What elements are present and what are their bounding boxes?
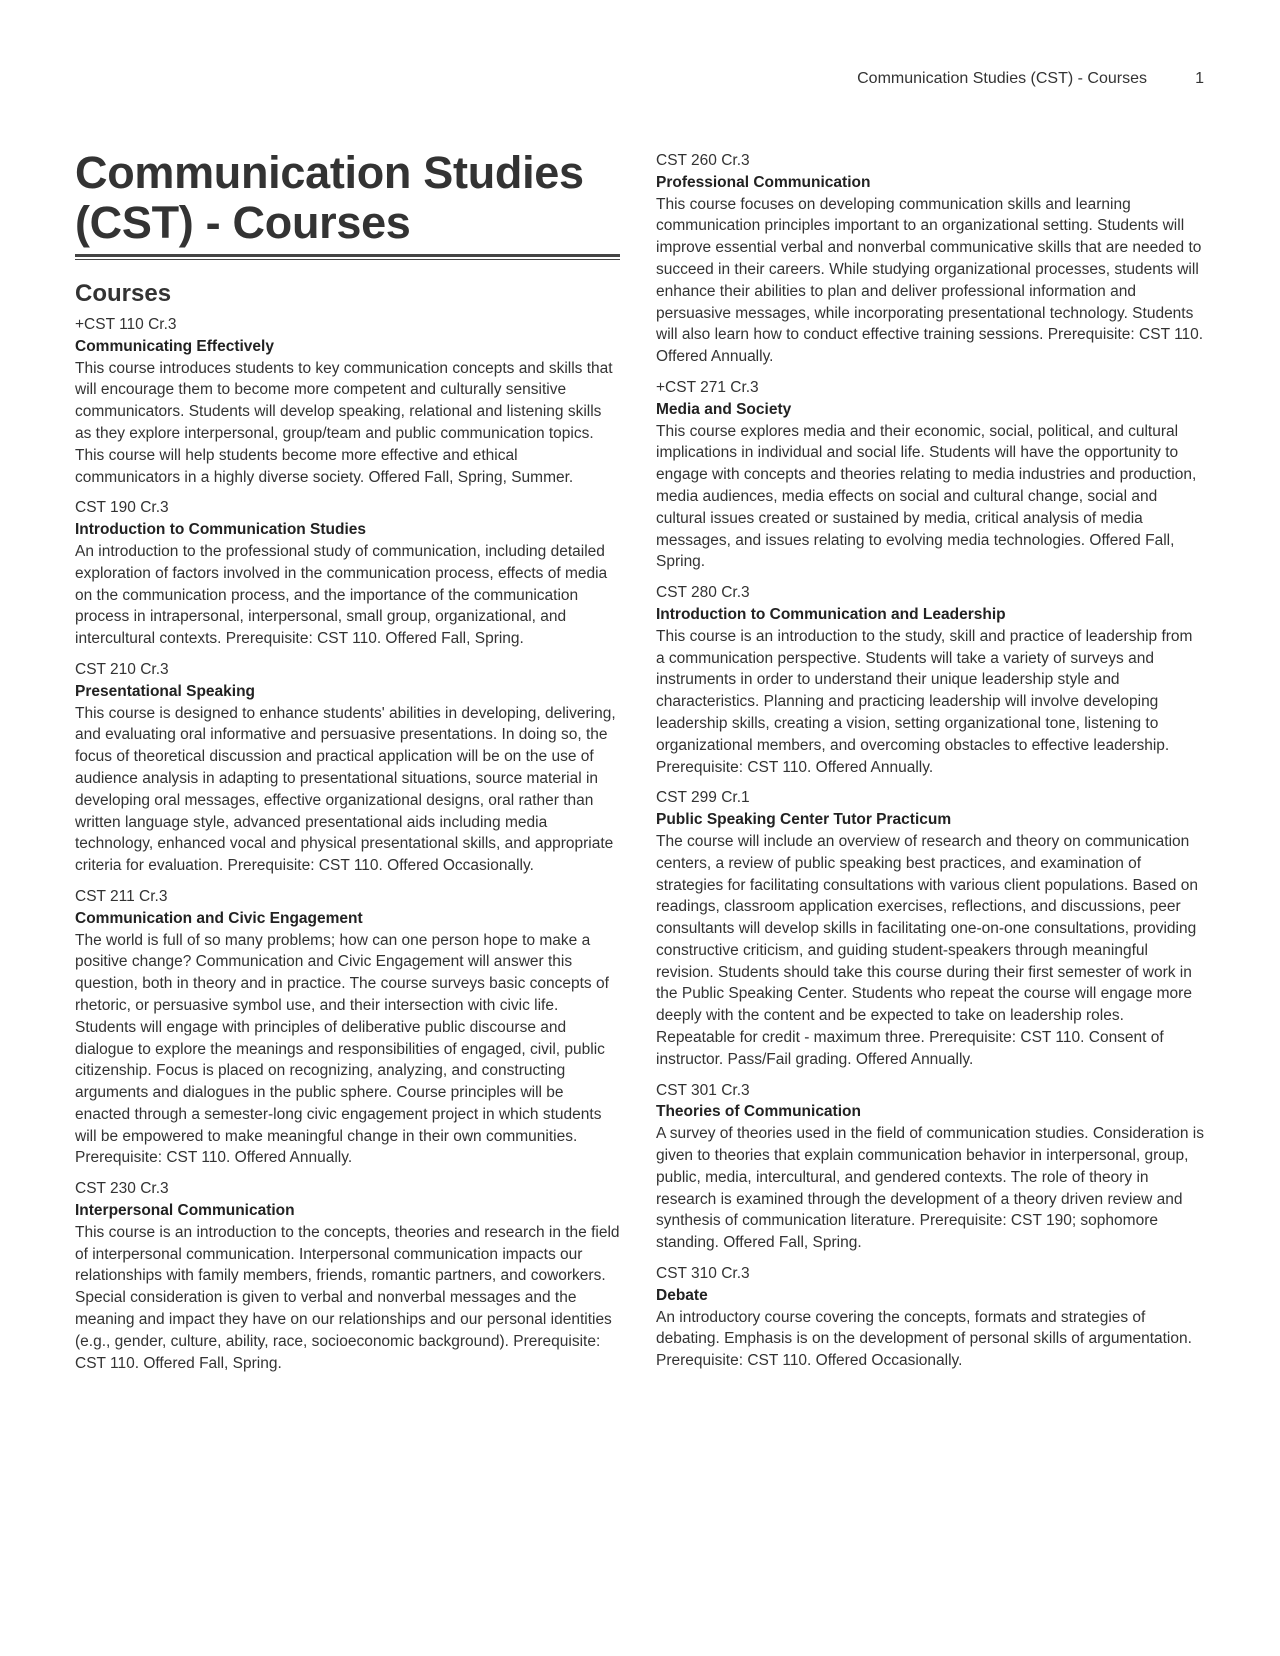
course-entry xyxy=(75,886,620,1169)
running-header xyxy=(0,70,1280,94)
course-code: CST 280 Cr.3 xyxy=(656,584,750,602)
course-code: CST 299 Cr.1 xyxy=(656,789,750,807)
course-entry xyxy=(656,1080,1204,1254)
course-entry xyxy=(75,659,620,877)
section-heading: Courses xyxy=(75,280,172,307)
course-code: CST 310 Cr.3 xyxy=(656,1265,750,1283)
course-code: CST 230 Cr.3 xyxy=(75,1180,169,1198)
course-description: This course focuses on developing communication skills and learning communication principles important to an organizational setting. Students will improve essential verbal and nonverbal communicative skills that are needed to succeed in their careers. While studying organizational processes, students will enhance their abilities to plan and deliver professional information and persuasive messages, while incorporating presentational technology. Students will also learn how to conduct effective training sessions. Prerequisite: CST 110. Offered Annually. xyxy=(656,195,1204,366)
course-title: Communication and Civic Engagement xyxy=(75,909,363,927)
course-entry xyxy=(75,314,620,488)
course-title: Media and Society xyxy=(656,400,792,418)
course-title: Presentational Speaking xyxy=(75,682,256,700)
course-code: CST 211 Cr.3 xyxy=(75,887,168,905)
course-title: Public Speaking Center Tutor Practicum xyxy=(656,811,952,829)
running-header-title: Communication Studies (CST) - Courses xyxy=(857,70,1147,87)
course-title: Introduction to Communication and Leadership xyxy=(656,605,1006,623)
course-description: This course is an introduction to the study, skill and practice of leadership from a communication perspective. Students will take a variety of surveys and instruments in order to understand their unique leadership style and characteristics. Planning and practicing leadership will involve developing leadership skills, creating a vision, setting organizational tone, listening to organizational members, and overcoming obstacles to effective leadership. Prerequisite: CST 110. Offered Annually. xyxy=(656,627,1193,776)
course-title: Communicating Effectively xyxy=(75,337,274,355)
course-entry xyxy=(656,377,1204,573)
course-description: An introduction to the professional study of communication, including detailed exploration of factors involved in the communication process, effects of media on the communication process, and the importance of the communication process in intrapersonal, interpersonal, small group, organizational, and intercultural contexts. Prerequisite: CST 110. Offered Fall, Spring. xyxy=(75,542,608,648)
course-entry xyxy=(656,150,1204,368)
course-description: The world is full of so many problems; how can one person hope to make a positive change? Communication and Civic Engagement will answer this question, both in theory and in practice. The course surveys basic concepts of rhetoric, or persuasive symbol use, and their intersection with civic life. Students will engage with principles of deliberative public discourse and dialogue to explore the meanings and responsibilities of engaged, civil, public citizenship. Focus is placed on recognizing, analyzing, and constructing arguments and dialogues in the public sphere. Course principles will be enacted through a semester-long civic engagement project in which students will be empowered to make meaningful change in their own communities. Prerequisite: CST 110. Offered Annually. xyxy=(75,931,609,1167)
course-entry xyxy=(75,497,620,650)
course-entry xyxy=(656,1263,1204,1372)
course-title: Introduction to Communication Studies xyxy=(75,521,367,539)
course-description: The course will include an overview of research and theory on communication centers, a review of public speaking best practices, and examination of strategies for facilitating consultations with various client populations. Based on readings, classroom application exercises, reflections, and discussions, peer consultants will develop skills in facilitating one-on-one consultations, providing constructive criticism, and guiding student-speakers through meaningful revision. Students should take this course during their first semester of work in the Public Speaking Center. Students who repeat the course will engage more deeply with the content and be expected to take on leadership roles. Repeatable for credit - maximum three. Prerequisite: CST 110. Consent of instructor. Pass/Fail grading. Offered Annually. xyxy=(656,832,1198,1068)
course-code: CST 210 Cr.3 xyxy=(75,660,169,678)
course-description: An introductory course covering the concepts, formats and strategies of debating. Emphasis is on the development of personal skills of argumentation. Prerequisite: CST 110. Offered Occasionally. xyxy=(656,1308,1192,1370)
title-rule xyxy=(75,254,620,257)
title-rule-thin xyxy=(75,259,620,260)
course-description: This course is designed to enhance students' abilities in developing, delivering, and evaluating oral informative and persuasive presentations. In doing so, the focus of theoretical discussion and practical application will be on the use of audience analysis in adapting to presentational situations, source material in developing oral messages, effective organizational designs, oral rather than written language style, advanced presentational aids including media technology, enhanced vocal and physical presentational skills, and appropriate criteria for evaluation. Prerequisite: CST 110. Offered Occasionally. xyxy=(75,704,616,875)
course-description: This course introduces students to key communication concepts and skills that will encourage them to become more competent and culturally sensitive communicators. Students will develop speaking, relational and listening skills as they explore interpersonal, group/team and public communication topics. This course will help students become more effective and ethical communicators in a highly diverse society. Offered Fall, Spring, Summer. xyxy=(75,359,613,486)
course-entry xyxy=(656,582,1204,778)
course-code: +CST 110 Cr.3 xyxy=(75,316,177,333)
course-description: A survey of theories used in the field of communication studies. Consideration is given to theories that explain communication behavior in interpersonal, group, public, media, intercultural, and gendered contexts. The role of theory in research is examined through the development of a theory driven review and synthesis of communication literature. Prerequisite: CST 190; sophomore standing. Offered Fall, Spring. xyxy=(656,1125,1204,1252)
course-title: Professional Communication xyxy=(656,173,871,191)
left-column xyxy=(75,148,620,1383)
course-description: This course explores media and their economic, social, political, and cultural implications in individual and social life. Students will have the opportunity to engage with concepts and theories relating to media industries and production, media audiences, media effects on social and cultural change, social and cultural issues created or sustained by media, critical analysis of media messages, and issues relating to evolving media technologies. Offered Fall, Spring. xyxy=(656,422,1197,571)
course-code: CST 301 Cr.3 xyxy=(656,1081,750,1099)
course-title: Debate xyxy=(656,1286,708,1304)
course-title: Interpersonal Communication xyxy=(75,1202,295,1220)
course-code: +CST 271 Cr.3 xyxy=(656,378,759,396)
course-entry xyxy=(75,1178,620,1374)
course-code: CST 260 Cr.3 xyxy=(656,152,750,169)
right-column xyxy=(656,150,1204,1381)
course-description: This course is an introduction to the concepts, theories and research in the field of interpersonal communication. Interpersonal communication impacts our relationships with family members, friends, romantic partners, and coworkers. Special consideration is given to verbal and nonverbal messages and the meaning and impact they have on our relationships and our personal identities (e.g., gender, culture, ability, race, socioeconomic background). Prerequisite: CST 110. Offered Fall, Spring. xyxy=(75,1223,620,1372)
page-title: Communication Studies (CST) - Courses xyxy=(75,147,584,248)
page-number: 1 xyxy=(1195,70,1204,87)
course-code: CST 190 Cr.3 xyxy=(75,499,169,517)
course-entry xyxy=(656,787,1204,1070)
course-title: Theories of Communication xyxy=(656,1103,861,1121)
